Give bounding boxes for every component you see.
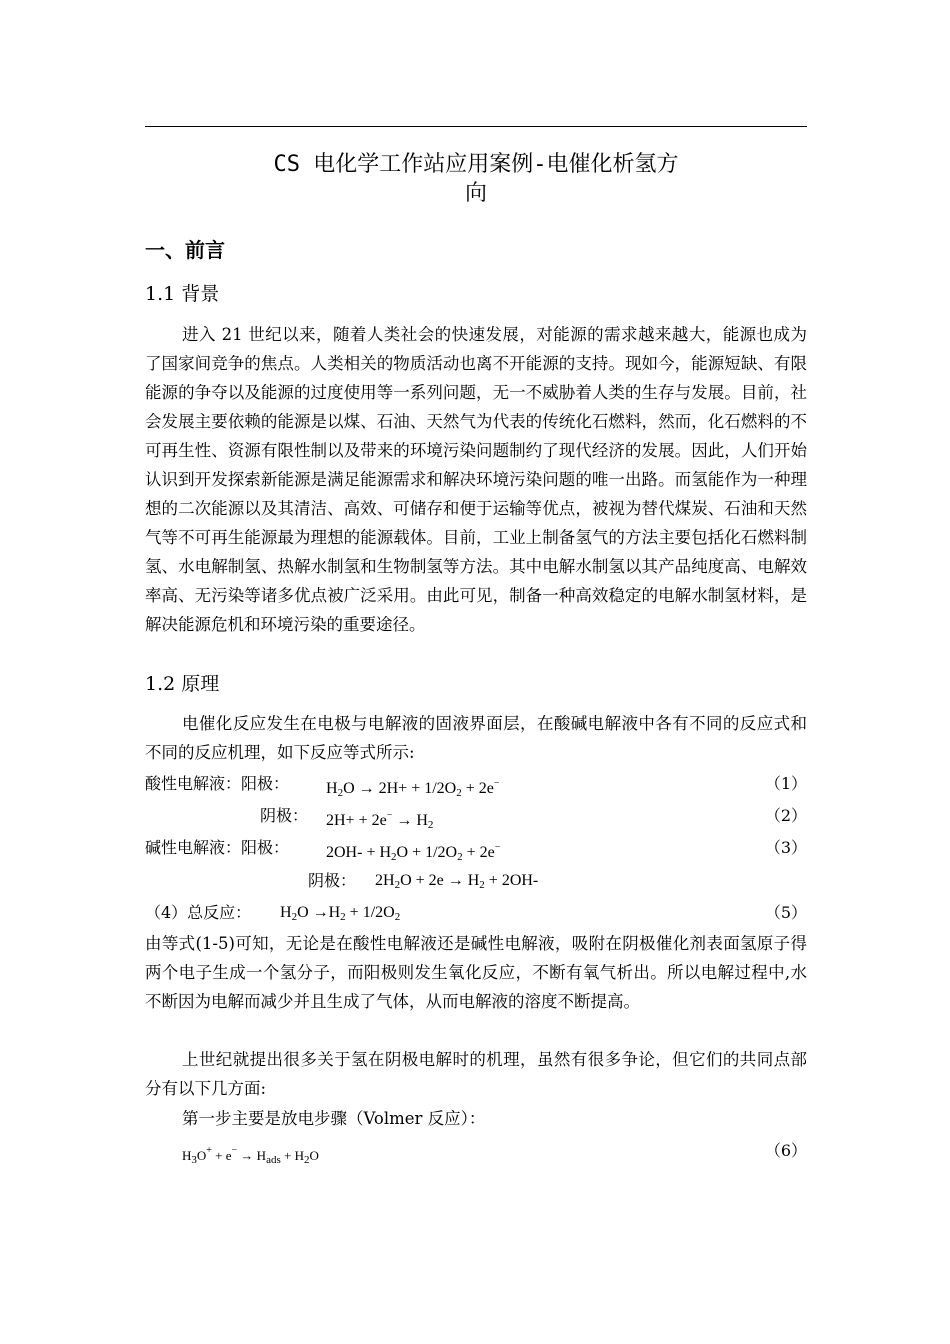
header-rule bbox=[145, 126, 807, 127]
equation-4-label: 阴极： bbox=[308, 871, 357, 890]
mechanism-paragraph: 上世纪就提出很多关于氢在阴极电解时的机理，虽然有很多争论，但它们的共同点部分有以下几方面: bbox=[145, 1050, 807, 1098]
principle-intro-paragraph: 电催化反应发生在电极与电解液的固液界面层，在酸碱电解液中各有不同的反应式和不同的反应机理，如下反应等式所示: bbox=[145, 714, 807, 762]
title-line-2: 向 bbox=[464, 181, 487, 206]
equation-2-formula: $2H+ + 2e^- \to H_2$ bbox=[326, 810, 434, 831]
equation-4 bbox=[145, 867, 807, 895]
equation-2-label: 阴极： bbox=[260, 806, 309, 825]
equation-3-formula: $2OH- + H_2O + 1/2O_2 + 2e^-$ bbox=[326, 842, 501, 863]
equation-3 bbox=[145, 834, 807, 862]
equation-1-number: （1） bbox=[764, 774, 807, 793]
equation-6 bbox=[145, 1137, 807, 1165]
equation-6-number: （6） bbox=[764, 1141, 807, 1160]
subsection-heading-principle: 1.2 原理 bbox=[145, 673, 220, 695]
subsection-heading-background: 1.1 背景 bbox=[145, 283, 220, 305]
equation-5 bbox=[145, 899, 807, 927]
equation-2-number: （2） bbox=[764, 806, 807, 825]
equation-1-formula: $H_2O \to 2H+ + 1/2O_2 + 2e^-$ bbox=[326, 778, 500, 799]
equation-1-label: 酸性电解液：阳极： bbox=[145, 774, 290, 793]
equation-6-formula: $H_3O^+ + e^- \to H_{ads} + H_2O$ bbox=[182, 1145, 319, 1166]
document-title bbox=[145, 150, 807, 208]
equation-4-formula: $2H_2O + 2e \to H_2 + 2OH-$ bbox=[375, 872, 539, 891]
background-paragraph: 进入 21 世纪以来，随着人类社会的快速发展，对能源的需求越来越大，能源也成为了国家间竞争的焦点。人类相关的物质活动也离不开能源的支持。现如今，能源短缺、有限能源的争夺以及能源的过度使用等一系列问题，无一不威胁着人类的生存与发展。目前，社会发展主要依赖的能源是以煤、石油、天然气为代表的传统化石燃料，然而，化石燃料的不可再生性、资源有限性制以及带来的环境污染问题制约了现代经济的发展。因此，人们开始认识到开发探索新能源是满足能源需求和解决环境污染问题的唯一出路。而氢能作为一种理想的二次能源以及其清洁、高效、可储存和便于运输等优点，被视为替代煤炭、石油和天然气等不可再生能源最为理想的能源载体。目前，工业上制备氢气的方法主要包括化石燃料制氢、水电解制氢、热解水制氢和生物制氢等方法。其中电解水制氢以其产品纯度高、电解效率高、无污染等诸多优点被广泛采用。由此可见，制备一种高效稳定的电解水制氢材料，是解决能源危机和环境污染的重要途径。 bbox=[145, 325, 807, 634]
equation-5-label: （4）总反应： bbox=[145, 903, 252, 922]
equation-1 bbox=[145, 770, 807, 798]
equation-3-number: （3） bbox=[764, 838, 807, 857]
title-line-1: CS 电化学工作站应用案例-电催化析氢方 bbox=[273, 152, 679, 177]
equation-3-label: 碱性电解液：阳极： bbox=[145, 838, 290, 857]
volmer-step-text: 第一步主要是放电步骤（Volmer 反应）： bbox=[182, 1109, 486, 1128]
section-heading-preface: 一、前言 bbox=[145, 238, 225, 262]
equation-2 bbox=[145, 802, 807, 830]
equation-5-number: （5） bbox=[764, 903, 807, 922]
conclusion-paragraph: 由等式(1-5)可知，无论是在酸性电解液还是碱性电解液，吸附在阴极催化剂表面氢原子得两个电子生成一个氢分子，而阳极则发生氧化反应，不断有氧气析出。所以电解过程中,水不断因为电解而减少并且生成了气体，从而电解液的溶度不断提高。 bbox=[145, 934, 807, 1011]
equation-5-formula: $H_2O \to H_2 + 1/2O_2$ bbox=[280, 904, 401, 923]
